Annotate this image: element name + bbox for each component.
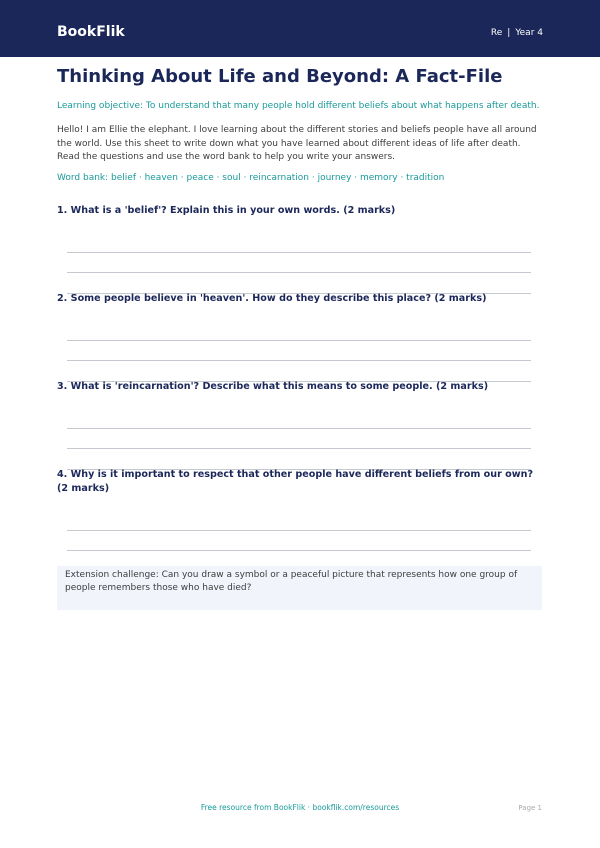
learning-objective: Learning objective: To understand that many people hold different beliefs about what happens after death. [57, 101, 540, 111]
answer-line-1a[interactable] [67, 252, 531, 253]
answer-line-4a[interactable] [67, 530, 531, 531]
answer-line-2b[interactable] [67, 360, 531, 361]
page-number: Page 1 [518, 804, 542, 812]
footer-credit[interactable]: Free resource from BookFlik · bookflik.com/resources [200, 803, 400, 812]
subject-year-label [491, 27, 543, 39]
answer-line-2a[interactable] [67, 340, 531, 341]
header-bar [0, 0, 600, 57]
question-4: 4. Why is it important to respect that other people have different beliefs from our own? (2 marks) [57, 469, 534, 494]
word-bank: Word bank: belief · heaven · peace · soul · reincarnation · journey · memory · tradition [57, 173, 445, 183]
year-label: Year 4 [515, 28, 543, 38]
answer-line-3b[interactable] [67, 448, 531, 449]
question-2: 2. Some people believe in 'heaven'. How do they describe this place? (2 marks) [57, 293, 487, 304]
brand-logo: BookFlik [57, 24, 125, 40]
extension-box [57, 566, 542, 610]
answer-line-1b[interactable] [67, 272, 531, 273]
header-separator: | [507, 28, 511, 38]
page-title: Thinking About Life and Beyond: A Fact-File [57, 66, 503, 87]
extension-challenge: Extension challenge: Can you draw a symbol or a peaceful picture that represents how one group of people remembers those who have died? [65, 570, 518, 593]
question-1: 1. What is a 'belief'? Explain this in your own words. (2 marks) [57, 205, 396, 216]
answer-line-3a[interactable] [67, 428, 531, 429]
subject-label: Re [490, 28, 503, 38]
intro-paragraph: Hello! I am Ellie the elephant. I love learning about the different stories and beliefs people have all around the world. Use this sheet to write down what you have learned about different ideas of life after death. Read the questions and use the word bank to help you write your answers. [57, 125, 537, 162]
answer-line-4b[interactable] [67, 550, 531, 551]
question-3: 3. What is 'reincarnation'? Describe what this means to some people. (2 marks) [57, 381, 489, 392]
